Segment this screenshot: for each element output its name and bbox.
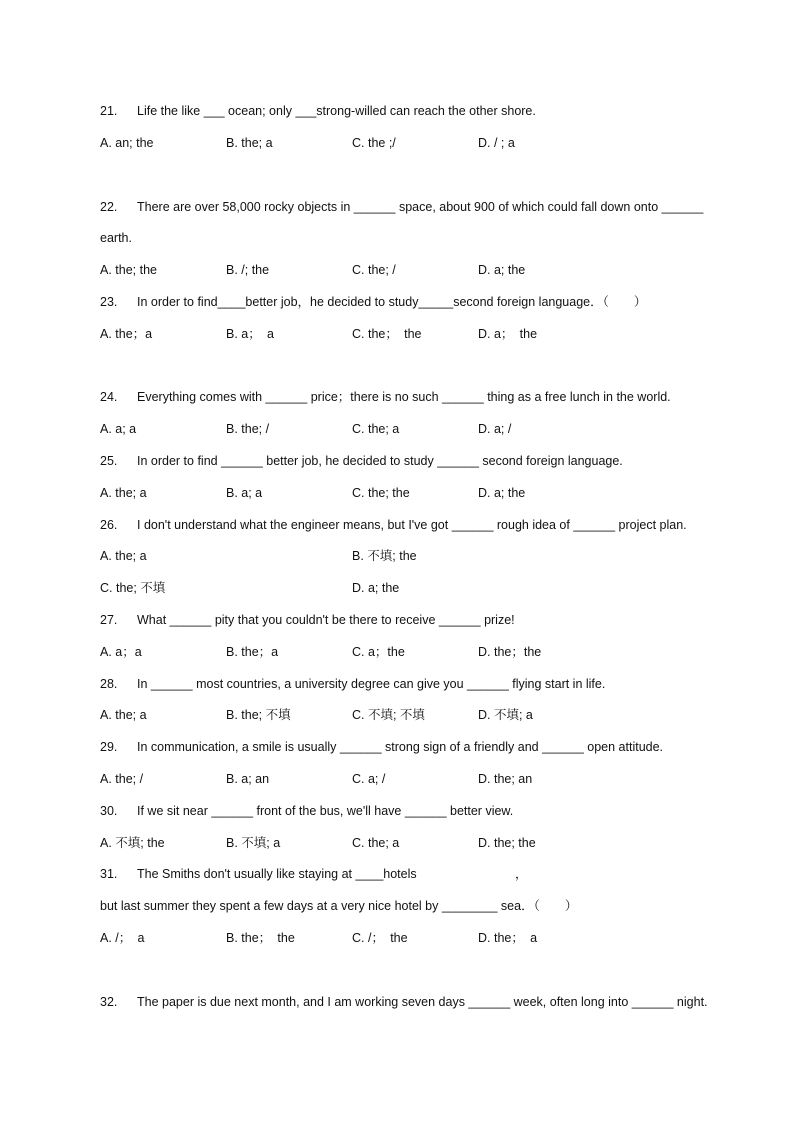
question-number: 31.	[100, 867, 118, 881]
option-c: C. a；the	[352, 645, 405, 659]
question-number: 27.	[100, 613, 118, 627]
option-c: C. the； the	[352, 327, 422, 341]
option-a: A. an; the	[100, 136, 154, 150]
option-a: A. the; /	[100, 772, 144, 786]
question-30	[100, 803, 722, 819]
option-b: B. 不填; the	[352, 549, 417, 563]
question-31-continued	[100, 898, 722, 914]
question-25	[100, 453, 722, 469]
question-31	[100, 866, 722, 882]
option-b: B. the；a	[226, 645, 279, 659]
question-22	[100, 199, 722, 215]
option-a: A. the; the	[100, 263, 157, 277]
question-text: Life the like ___ ocean; only ___strong-willed can reach the other shore.	[137, 104, 536, 118]
question-text: The Smiths don't usually like staying at ____hotels	[137, 867, 417, 881]
option-b: B. the; /	[226, 422, 270, 436]
option-d: D. a; /	[478, 422, 512, 436]
question-23	[100, 294, 722, 310]
option-c: C. 不填; 不填	[352, 708, 425, 722]
question-text: What ______ pity that you couldn't be there to receive ______ prize!	[137, 613, 515, 627]
question-text: There are over 58,000 rocky objects in ______ space, about 900 of which could fall down onto ______	[137, 200, 704, 214]
option-c: C. the ;/	[352, 136, 396, 150]
question-number: 22.	[100, 200, 118, 214]
option-a: A. the; a	[100, 549, 147, 563]
option-a: A. a；a	[100, 645, 142, 659]
option-b: B. the； the	[226, 931, 295, 945]
option-a: A. the; a	[100, 486, 147, 500]
question-number: 23.	[100, 295, 118, 309]
question-number: 30.	[100, 804, 118, 818]
option-b: B. a; an	[226, 772, 270, 786]
option-a: A. the；a	[100, 327, 153, 341]
question-number: 24.	[100, 390, 118, 404]
question-number: 32.	[100, 995, 118, 1009]
question-text-continued: earth.	[100, 231, 132, 245]
question-text: In order to find____better job，he decided to study_____second foreign language．（ ）	[137, 295, 647, 309]
question-text: If we sit near ______ front of the bus, we'll have ______ better view.	[137, 804, 514, 818]
option-c: C. the; a	[352, 422, 400, 436]
question-22-continued	[100, 230, 722, 246]
option-d: D. the； a	[478, 931, 538, 945]
question-number: 21.	[100, 104, 118, 118]
option-d: D. 不填; a	[478, 708, 533, 722]
option-b: B. the; 不填	[226, 708, 291, 722]
question-text: I don't understand what the engineer means, but I've got ______ rough idea of ______ project plan.	[137, 518, 687, 532]
question-number: 28.	[100, 677, 118, 691]
option-b: B. 不填; a	[226, 836, 281, 850]
question-21	[100, 103, 722, 119]
question-text: In ______ most countries, a university degree can give you ______ flying start in life.	[137, 677, 606, 691]
question-number: 26.	[100, 518, 118, 532]
option-c: C. the; /	[352, 263, 396, 277]
question-24	[100, 389, 722, 405]
question-text: Everything comes with ______ price；there is no such ______ thing as a free lunch in the world.	[137, 390, 671, 404]
question-26	[100, 517, 722, 533]
option-b: B. the; a	[226, 136, 273, 150]
option-d: D. a； the	[478, 327, 538, 341]
option-d: D. a; the	[478, 263, 526, 277]
question-29	[100, 739, 722, 755]
question-text: In order to find ______ better job, he decided to study ______ second foreign language.	[137, 454, 623, 468]
question-text: The paper is due next month, and I am working seven days ______ week, often long into ______ night.	[137, 995, 708, 1009]
option-d: D. / ; a	[478, 136, 515, 150]
option-a: A. a; a	[100, 422, 137, 436]
option-b: B. a； a	[226, 327, 274, 341]
option-d: D. the；the	[478, 645, 542, 659]
question-text-continued: but last summer they spent a few days at a very nice hotel by ________ sea．（ ）	[100, 899, 578, 913]
option-d: D. a; the	[352, 581, 400, 595]
option-c: C. the; a	[352, 836, 400, 850]
option-c: C. the; the	[352, 486, 410, 500]
question-32	[100, 994, 722, 1010]
option-d: D. the; an	[478, 772, 533, 786]
question-number: 25.	[100, 454, 118, 468]
question-31-comma: ，	[515, 867, 528, 881]
option-d: D. a; the	[478, 486, 526, 500]
question-text: In communication, a smile is usually ______ strong sign of a friendly and ______ open attitude.	[137, 740, 664, 754]
option-b: B. a; a	[226, 486, 263, 500]
option-d: D. the; the	[478, 836, 536, 850]
option-a: A. 不填; the	[100, 836, 165, 850]
option-a: A. /； a	[100, 931, 145, 945]
question-number: 29.	[100, 740, 118, 754]
option-a: A. the; a	[100, 708, 147, 722]
question-28	[100, 676, 722, 692]
option-c: C. a; /	[352, 772, 386, 786]
question-27	[100, 612, 722, 628]
option-b: B. /; the	[226, 263, 270, 277]
option-c: C. /； the	[352, 931, 408, 945]
option-c: C. the; 不填	[100, 581, 166, 595]
